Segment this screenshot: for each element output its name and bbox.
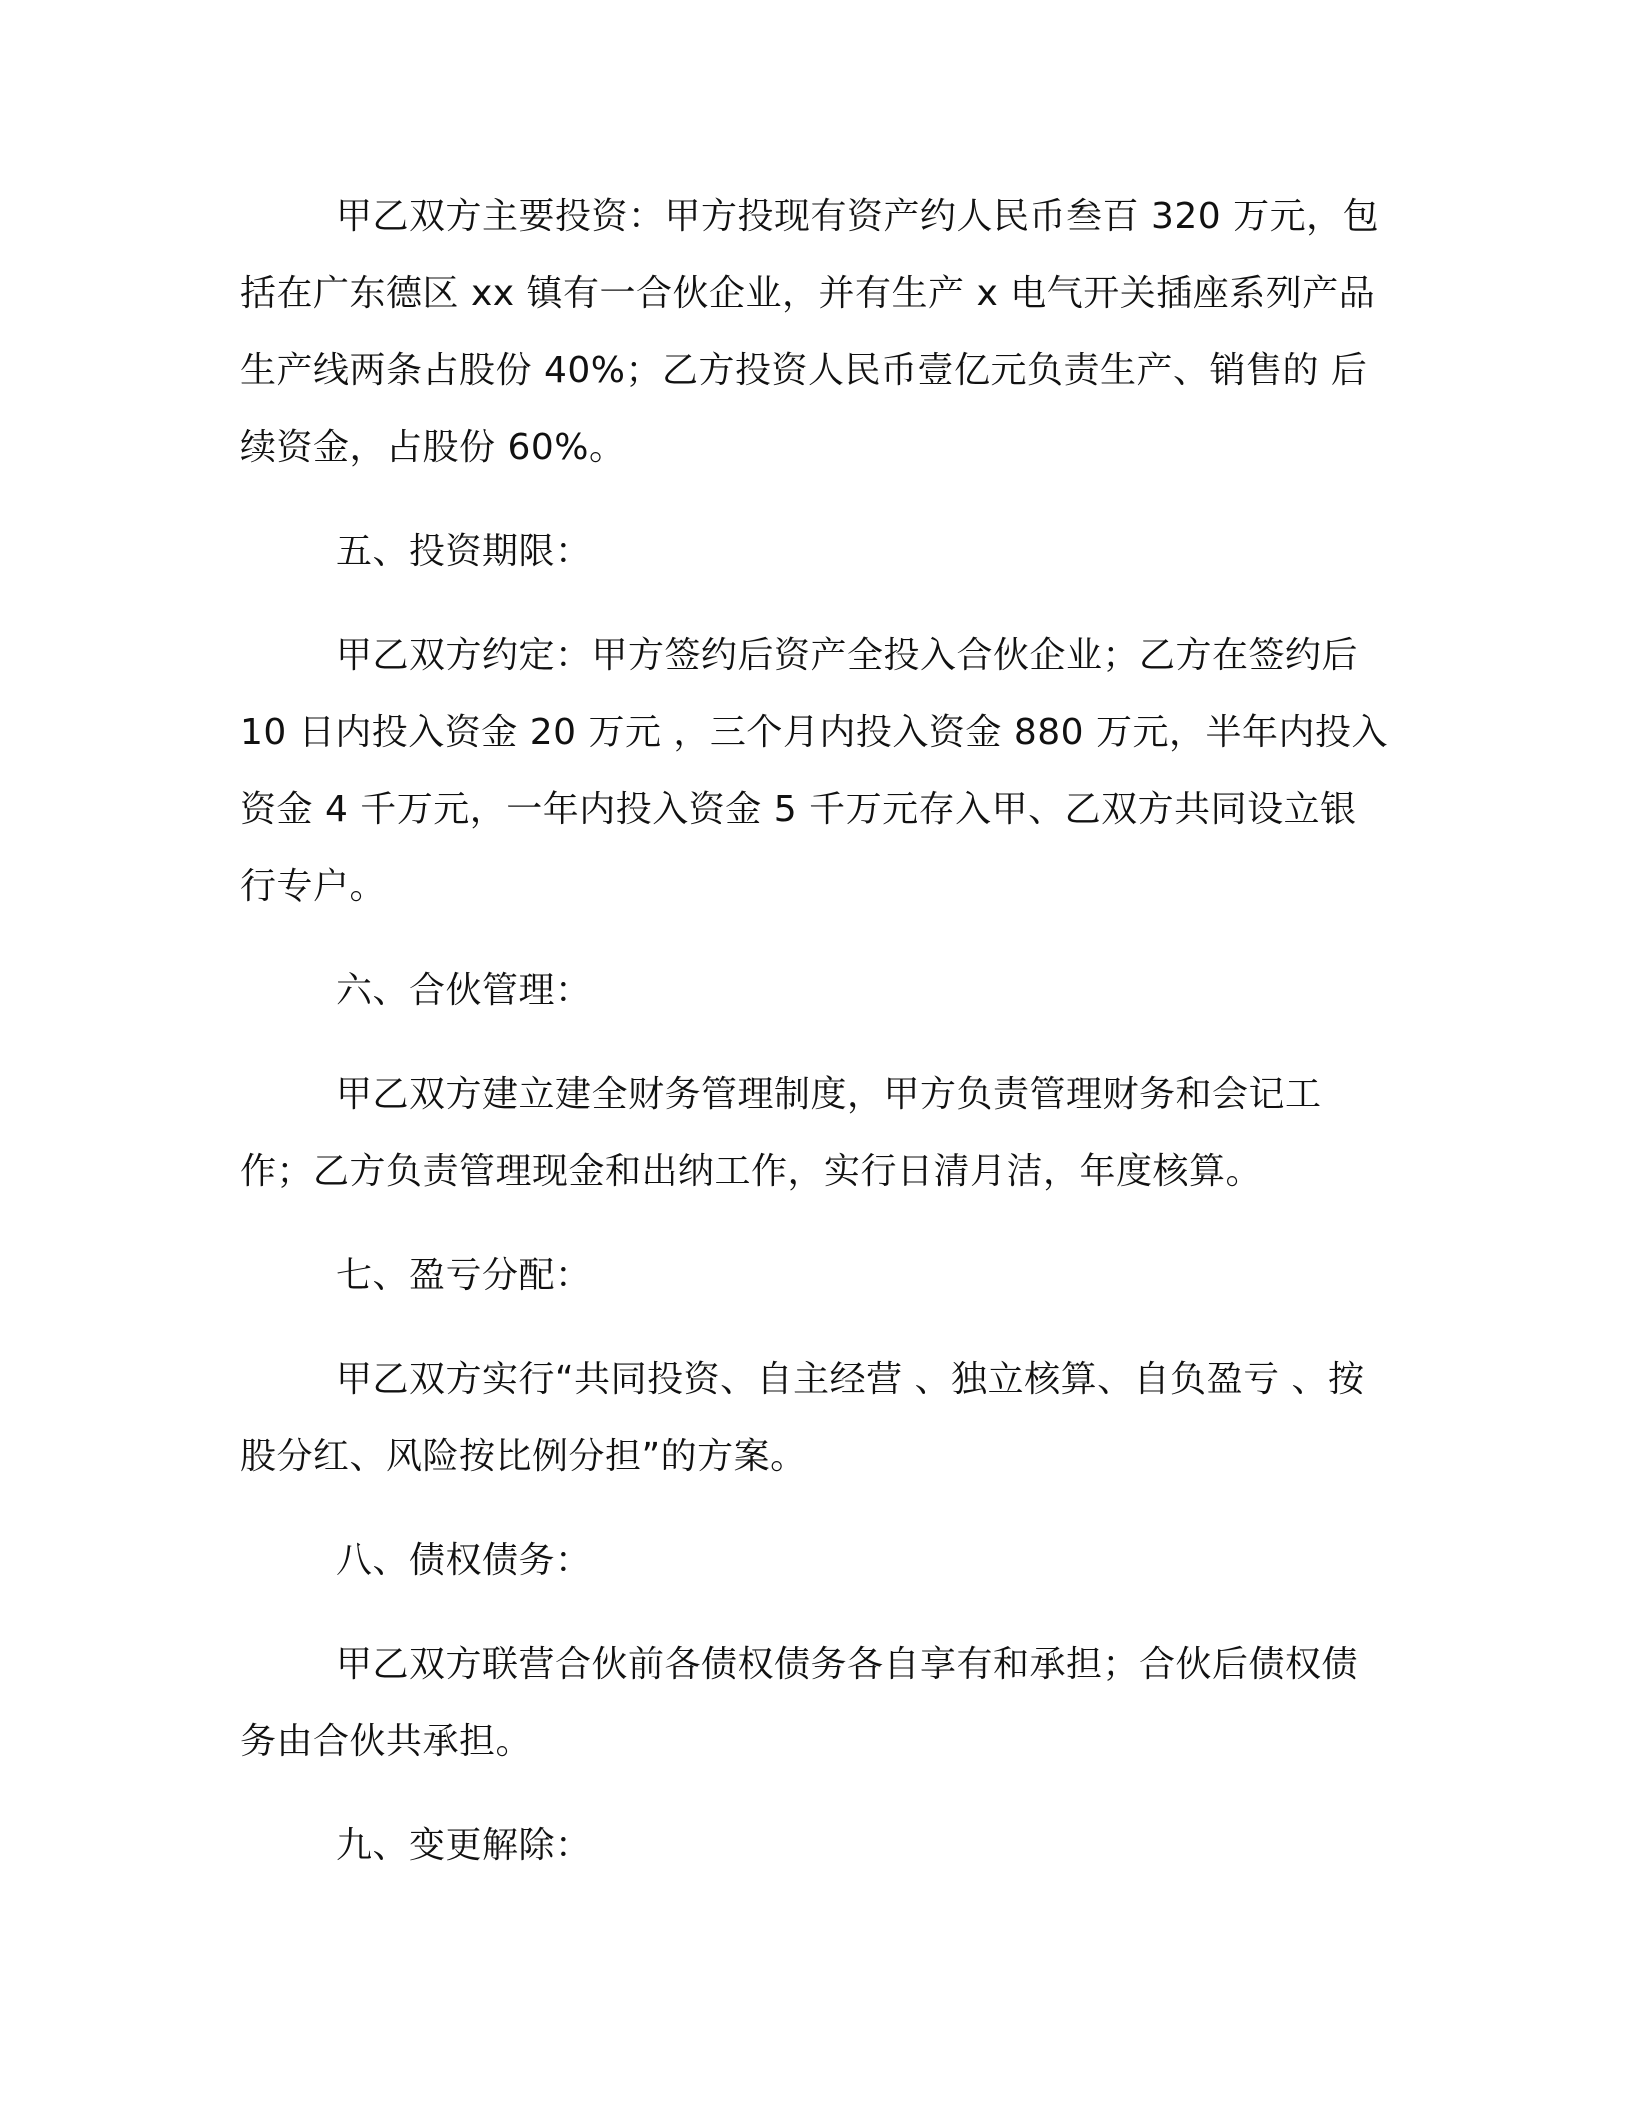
spacer	[240, 925, 1390, 952]
paragraph-partnership-management: 甲乙双方建立建全财务管理制度，甲方负责管理财务和会记工作；乙方负责管理现金和出纳工作，实行日清月洁，年度核算。	[240, 1074, 1322, 1192]
paragraph-investment-term: 甲乙双方约定：甲方签约后资产全投入合伙企业；乙方在签约后 10 日内投入资金 20 万元 ，三个月内投入资金 880 万元，半年内投入资金 4 千万元，一年内投入资金 5 千万元存入甲、乙双方共同设立银行专户。	[240, 635, 1388, 907]
section-heading-debts: 八、债权债务：	[336, 1540, 592, 1581]
section-heading-partnership-management: 六、合伙管理：	[336, 970, 592, 1011]
spacer	[240, 1780, 1390, 1807]
paragraph-profit-loss: 甲乙双方实行“共同投资、自主经营 、独立核算、自负盈亏 、按股分红、风险按比例分担”的方案。	[240, 1359, 1365, 1477]
spacer	[240, 486, 1390, 513]
spacer	[240, 1029, 1390, 1056]
spacer	[240, 590, 1390, 617]
spacer	[240, 1210, 1390, 1237]
document-body	[240, 178, 1390, 1884]
section-heading-amendment: 九、变更解除：	[336, 1825, 592, 1866]
spacer	[240, 1314, 1390, 1341]
section-heading-profit-loss: 七、盈亏分配：	[336, 1255, 592, 1296]
section-heading-investment-term: 五、投资期限：	[336, 531, 592, 572]
paragraph-investment: 甲乙双方主要投资：甲方投现有资产约人民币叁百 320 万元，包括在广东德区 xx 镇有一合伙企业，并有生产 x 电气开关插座系列产品生产线两条占股份 40%；乙方投资人民币壹亿元负责生产、销售的 后续资金，占股份 60%。	[240, 196, 1380, 468]
paragraph-debts: 甲乙双方联营合伙前各债权债务各自享有和承担；合伙后债权债务由合伙共承担。	[240, 1644, 1359, 1762]
spacer	[240, 1495, 1390, 1522]
spacer	[240, 1599, 1390, 1626]
